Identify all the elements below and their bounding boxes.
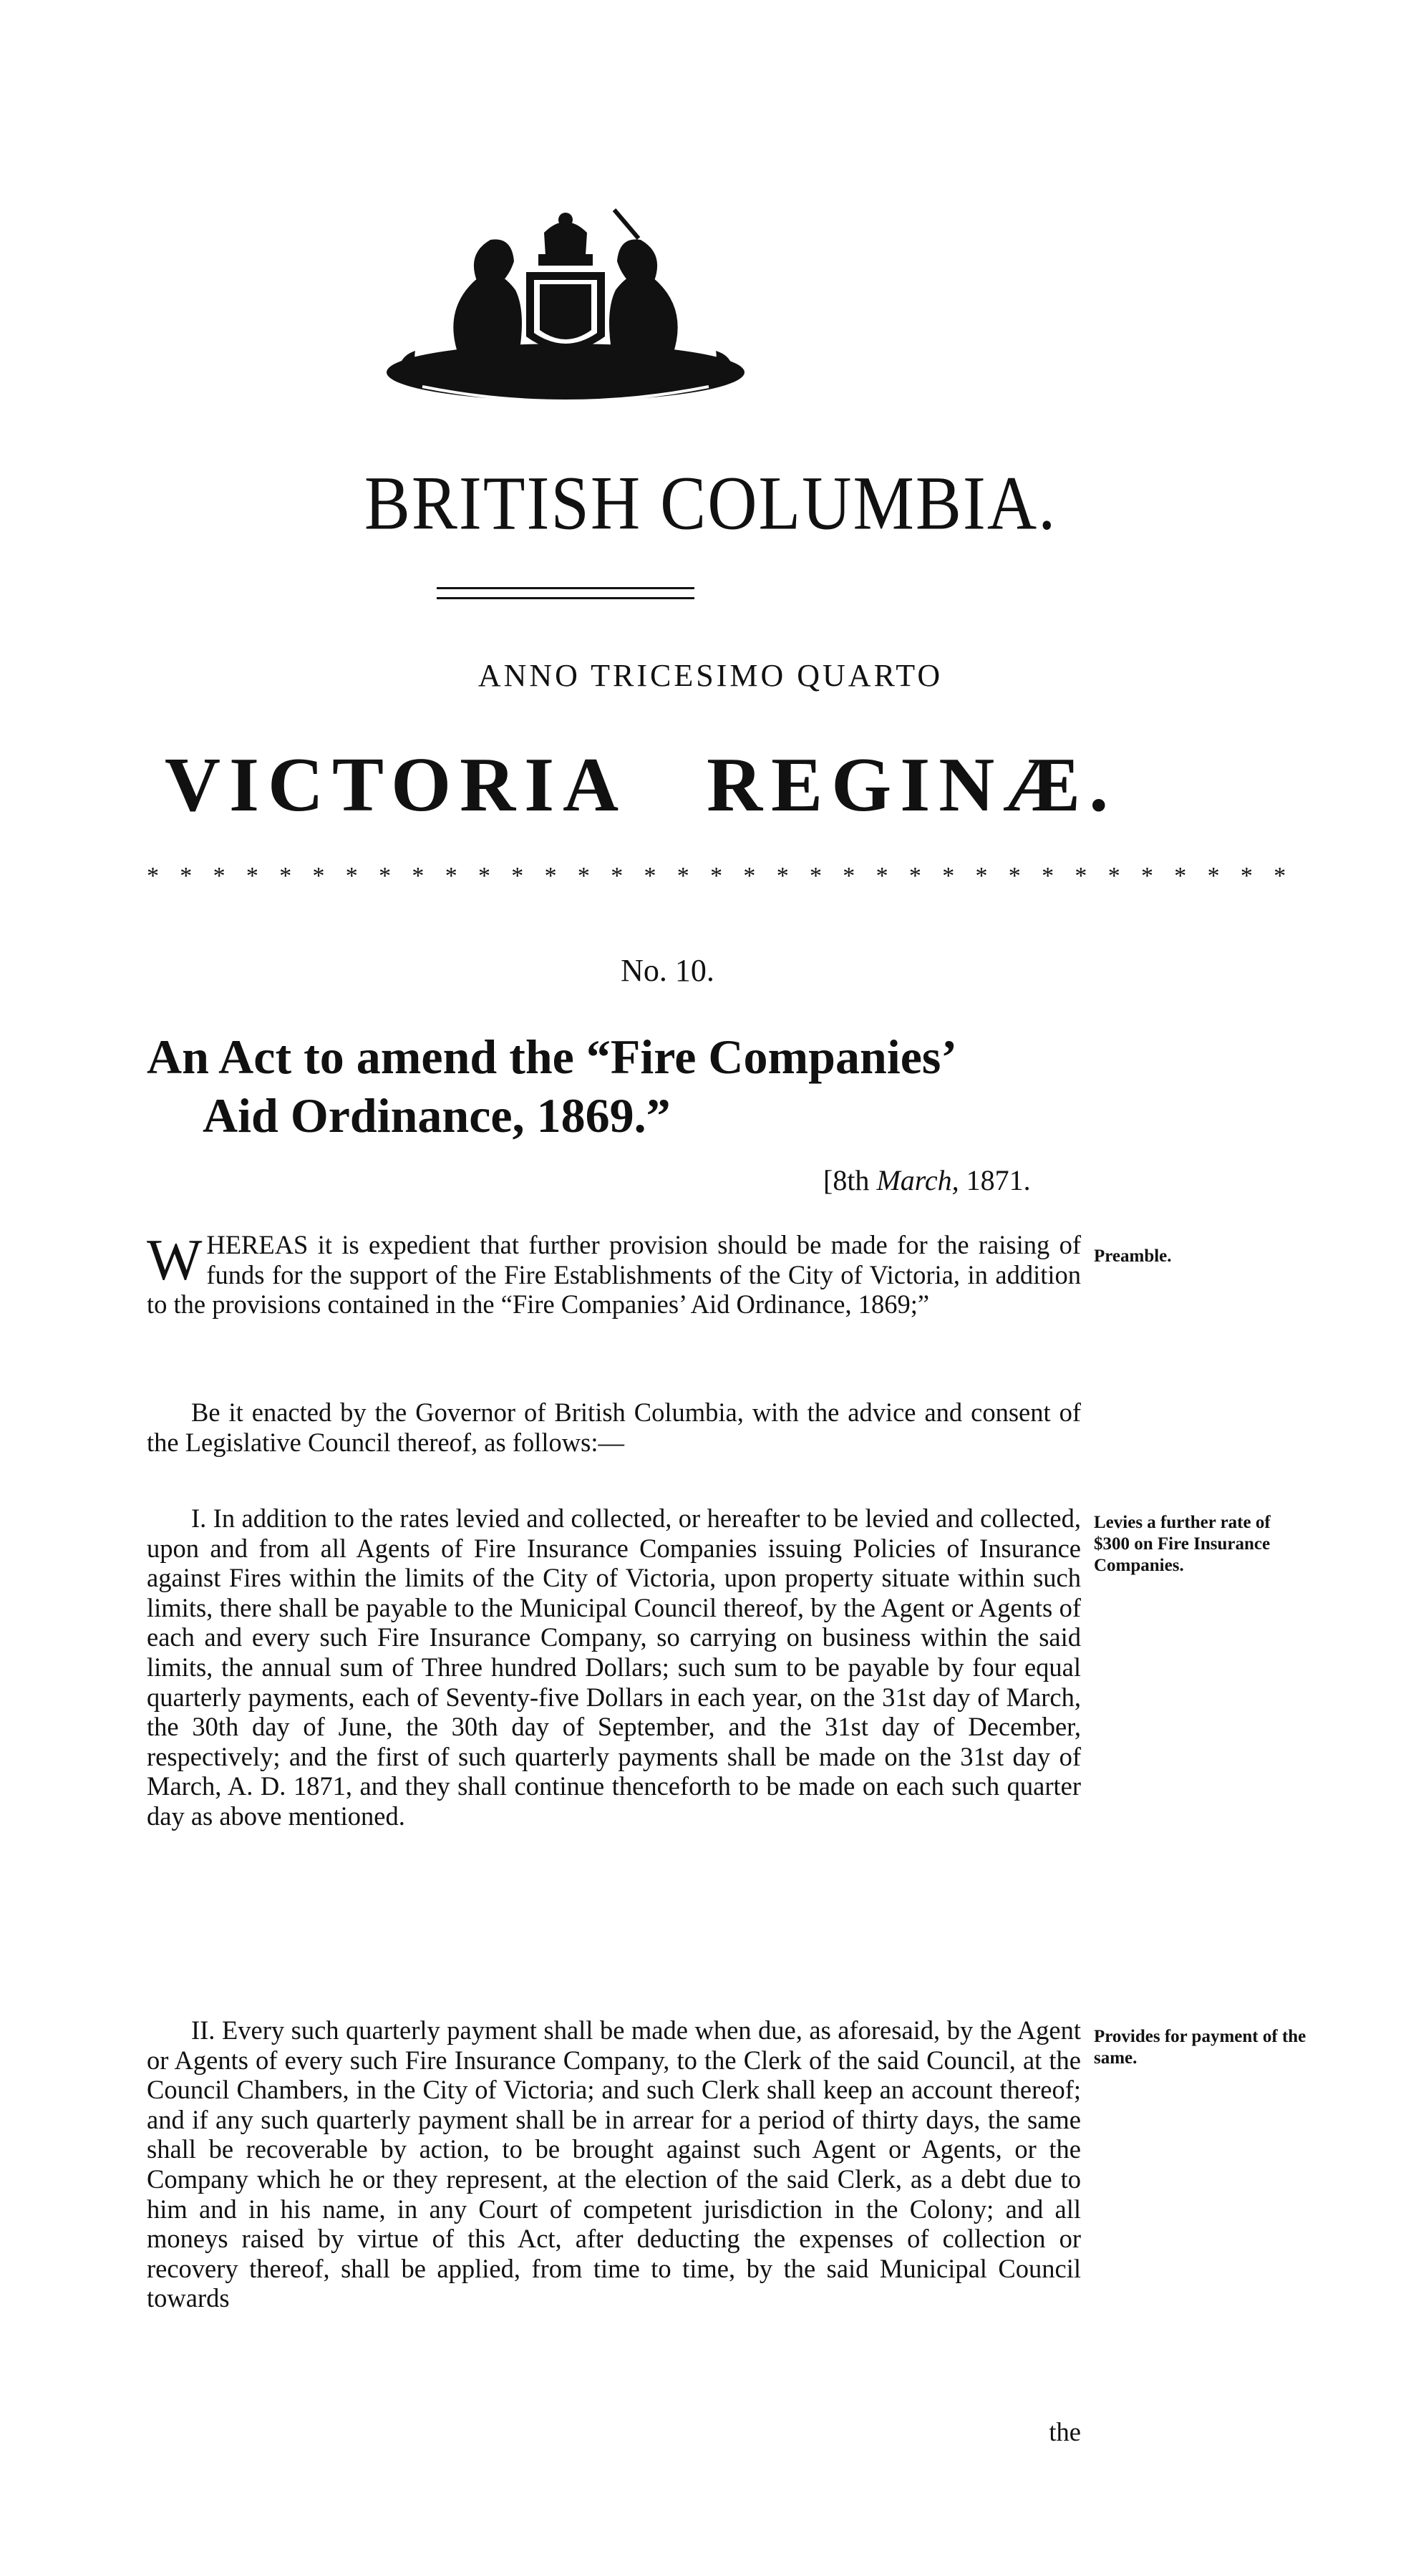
section-1-paragraph <box>147 1504 1081 1831</box>
regnal-heading: VICTORIA REGINÆ. <box>165 742 1117 828</box>
regnal-year-line: ANNO TRICESIMO QUARTO <box>477 658 944 693</box>
royal-coat-of-arms-icon <box>372 204 759 419</box>
act-title-line-1: An Act to amend the “Fire Companies’ <box>147 1030 957 1084</box>
assent-date-year: 1871. <box>959 1164 1031 1196</box>
assent-date-month: March, <box>876 1164 959 1196</box>
margin-note-section-2: Provides for payment of the same. <box>1094 2027 1306 2068</box>
act-title-line-2: Aid Ordinance, 1869.” <box>203 1088 671 1143</box>
section-1-text: I. In addition to the rates levied and collected, or hereafter to be levied and collected, upon and from all Agents of Fire Insurance Companies issuing Policies of Insurance against Fires within the limits of the City of Victoria, upon property situate within such limits, there shall be payable to the Municipal Council thereof, by the Agent or Agents of each and every such Fire Insurance Company, so carrying on business within the said limits, the annual sum of Three hundred Dollars; such sum to be payable by four equal quarterly payments, each of Seventy-five Dollars in each year, on the 31st day of March, the 30th day of June, the 30th day of September, and the 31st day of December, respectively; and the first of such quarterly payments shall be made on the 31st day of March, A. D. 1871, and they shall continue thenceforth to be made on each such quarter day as above mentioned. <box>147 1504 1081 1831</box>
section-2-paragraph <box>147 2015 1081 2313</box>
enacting-clause <box>147 1398 1081 1457</box>
catchword: the <box>1049 2417 1081 2446</box>
double-rule-bottom <box>437 597 694 599</box>
assent-date <box>823 1163 1031 1197</box>
asterisk-rule: * * * * * * * * * * * * * * * * * * * * * * * * * * * * * * * * * * * <box>147 863 1294 889</box>
country-heading: BRITISH COLUMBIA. <box>364 460 1057 546</box>
preamble-text: HEREAS it is expedient that further provision should be made for the raising of funds for the support of the Fire Establishments of the City of Victoria, in addition to the provisions contained in the “Fire Companies’ Aid Ordinance, 1869;” <box>147 1230 1081 1320</box>
section-2-text: II. Every such quarterly payment shall be made when due, as aforesaid, by the Agent or Agents of every such Fire Insurance Company, to the Clerk of the said Council, at the Council Chambers, in the City of Victoria; and such Clerk shall keep an account thereof; and if any such quarterly payment shall be in arrear for a period of thirty days, the same shall be recoverable by action, to be brought against such Agent or Agents, or the Company which he or they represent, at the election of the said Clerk, as a debt due to him and in his name, in any Court of competent jurisdiction in the Colony; and all moneys raised by virtue of this Act, after deducting the expenses of collection or recovery thereof, shall be applied, from time to time, by the said Municipal Council towards <box>147 2015 1081 2313</box>
act-number: No. 10. <box>621 953 714 988</box>
enacting-clause-text: Be it enacted by the Governor of British Columbia, with the advice and consent of the Legislative Council thereof, as follows:— <box>147 1398 1081 1457</box>
margin-note-section-1: Levies a further rate of $300 on Fire Insurance Companies. <box>1094 1513 1271 1575</box>
act-title <box>147 1027 1092 1145</box>
margin-note-preamble: Preamble. <box>1094 1246 1172 1266</box>
preamble-paragraph <box>147 1227 1081 1320</box>
double-rule-top <box>437 587 694 589</box>
assent-date-day: [8th <box>823 1164 877 1196</box>
drop-cap: W <box>147 1227 203 1292</box>
